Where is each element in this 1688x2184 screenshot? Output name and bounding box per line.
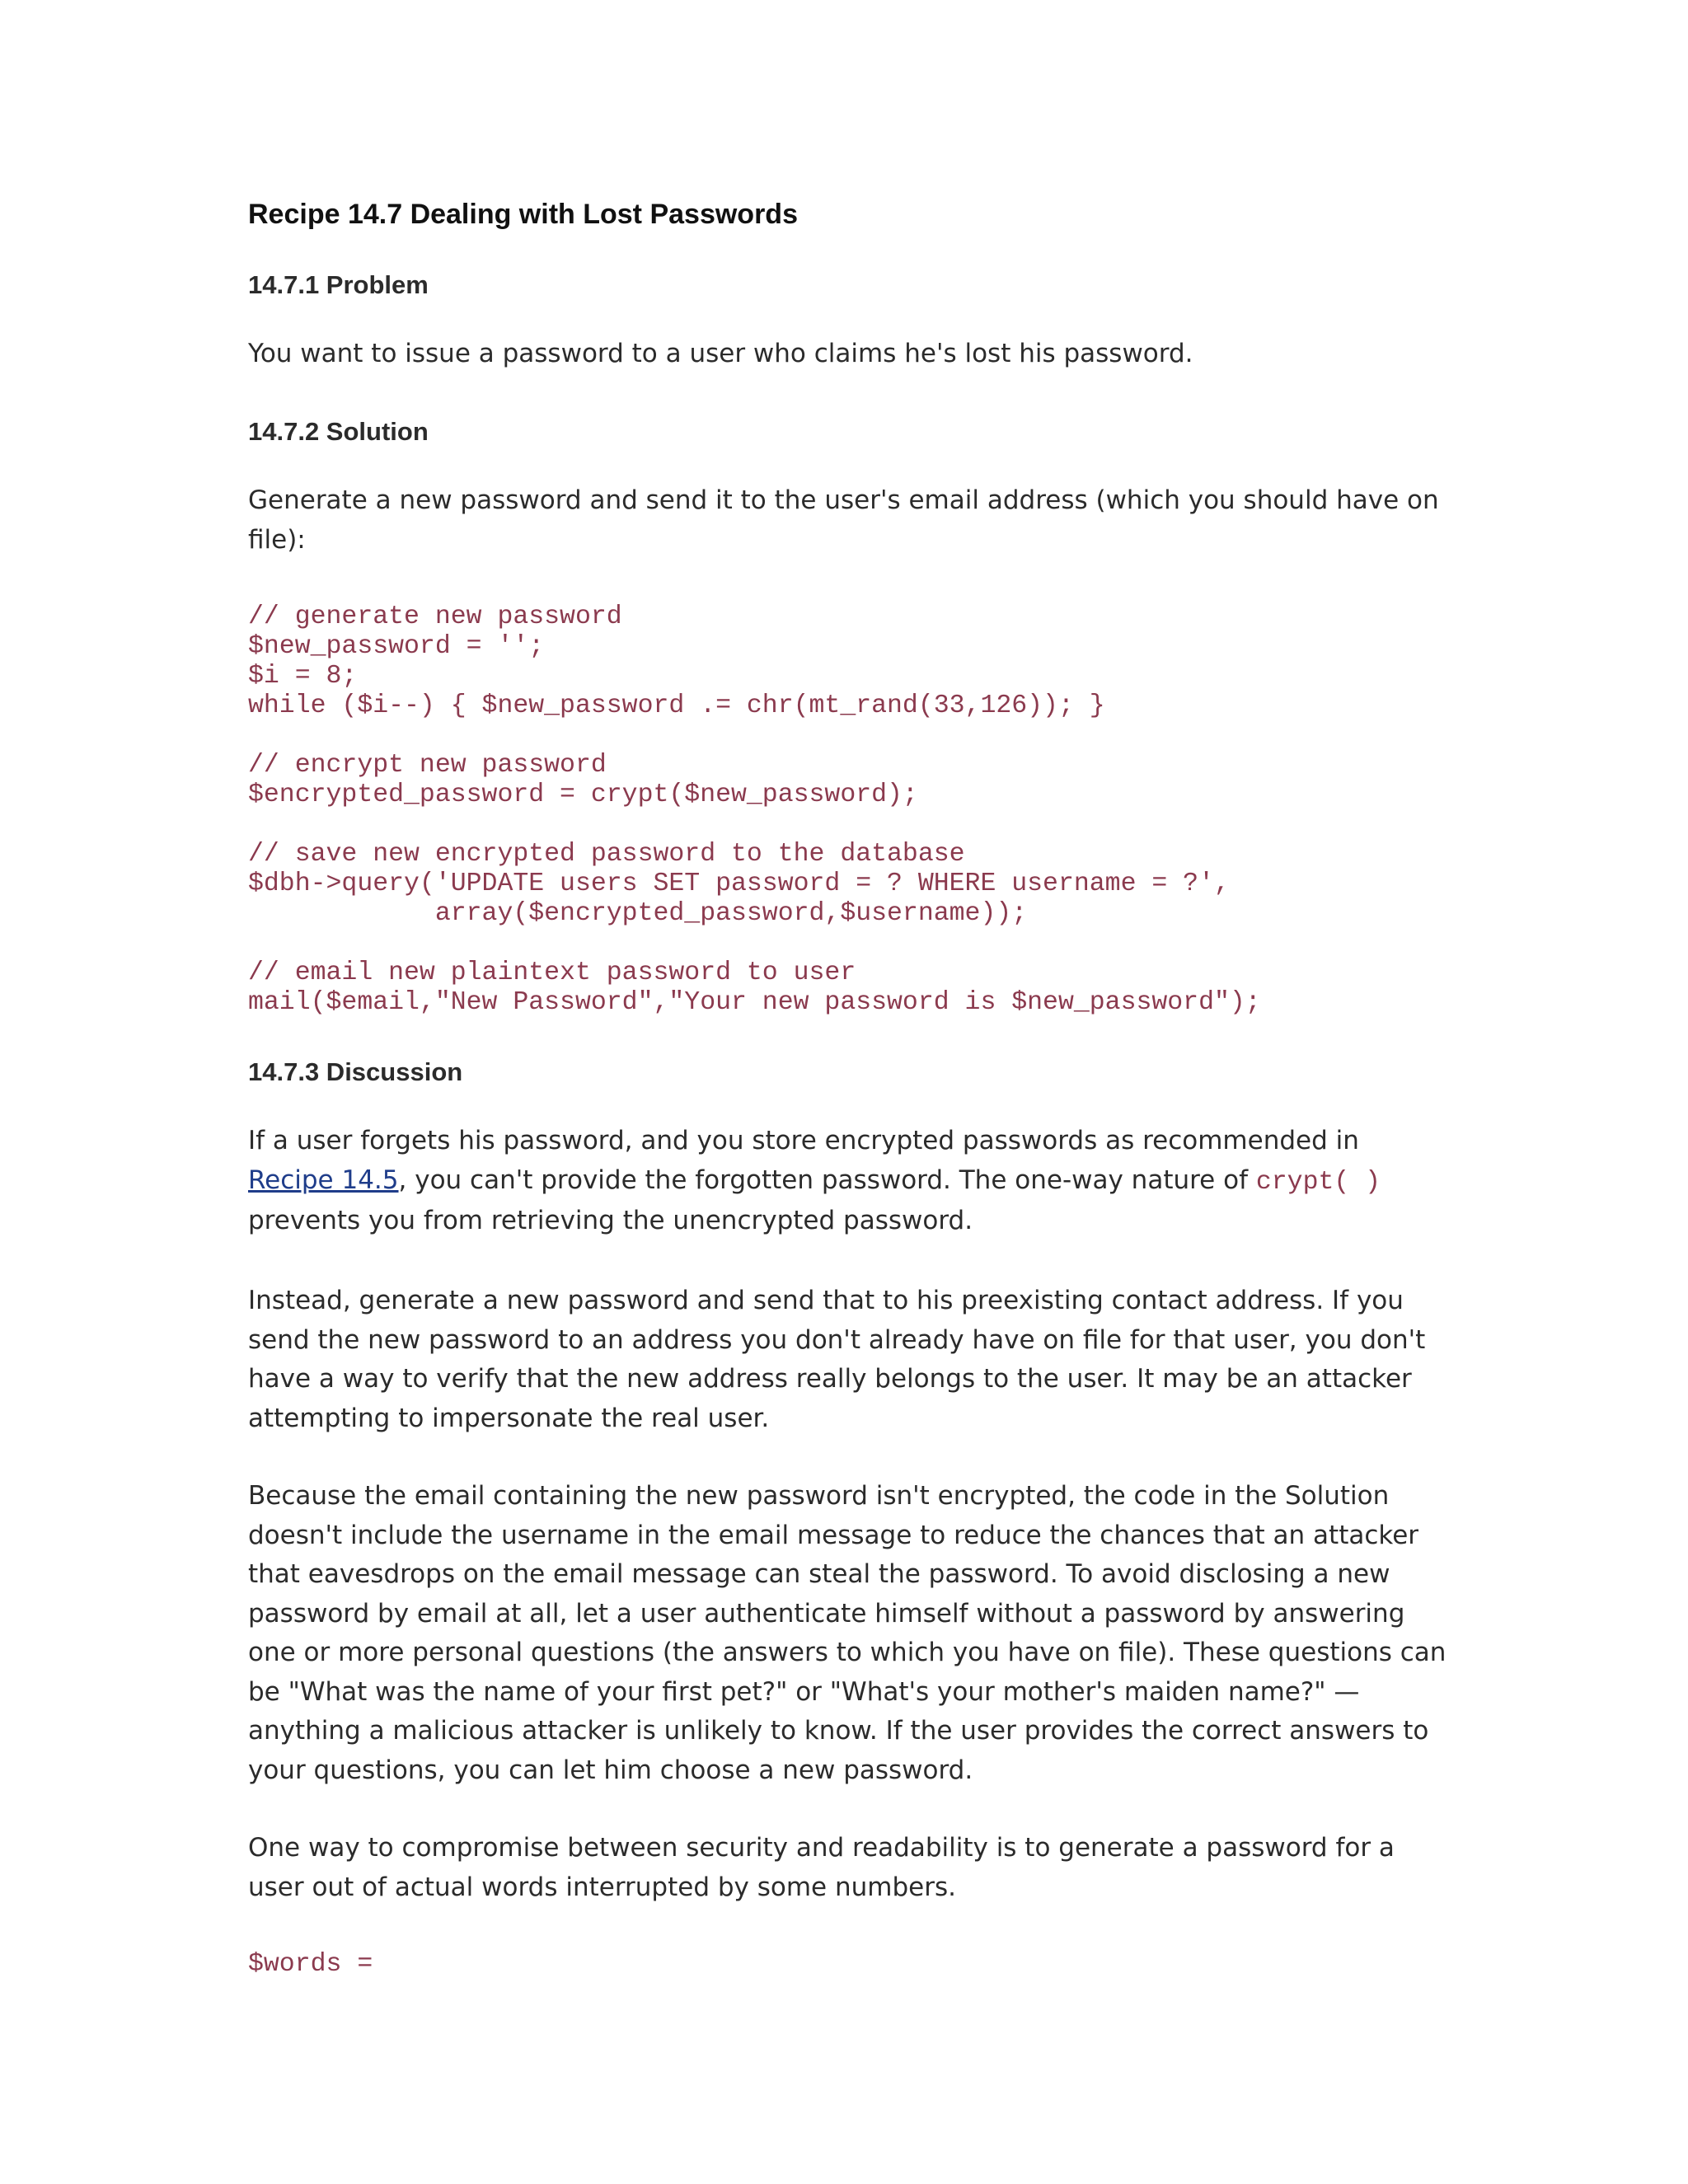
recipe-title: Recipe 14.7 Dealing with Lost Passwords <box>248 199 798 230</box>
discussion-p1-text-mid: , you can't provide the forgotten password. The one-way nature of <box>398 1165 1256 1195</box>
solution-heading: 14.7.2 Solution <box>248 417 429 446</box>
words-code-start: $words = <box>248 1950 373 1979</box>
discussion-p1-text: If a user forgets his password, and you store encrypted passwords as recommended in <box>248 1126 1359 1155</box>
discussion-paragraph-2: Instead, generate a new password and send that to his preexisting contact address. If you send the new password to an address you don't already have on file for that user, you don't have a way to verify that the new address really belongs to the user. It may be an attacker attempting to impersonate the real user. <box>248 1286 1426 1433</box>
problem-text: You want to issue a password to a user who claims he's lost his password. <box>248 339 1193 368</box>
recipe-14-5-link[interactable]: Recipe 14.5 <box>248 1165 399 1195</box>
discussion-heading: 14.7.3 Discussion <box>248 1057 463 1086</box>
solution-text: Generate a new password and send it to the user's email address (which you should have on file): <box>248 485 1439 555</box>
crypt-inline-code: crypt( ) <box>1255 1167 1381 1197</box>
discussion-paragraph-3: Because the email containing the new password isn't encrypted, the code in the Solution doesn't include the username in the email message to reduce the chances that an attacker that eavesdrops on the email message can steal the password. To avoid disclosing a new password by email at all, let a user authenticate himself without a password by answering one or more personal questions (the answers to which you have on file). These questions can be "What was the name of your first pet?" or "What's your mother's maiden name?" — anything a malicious attacker is unlikely to know. If the user provides the correct answers to your questions, you can let him choose a new password. <box>248 1481 1447 1785</box>
discussion-paragraph-4: One way to compromise between security and readability is to generate a password for a user out of actual words interrupted by some numbers. <box>248 1833 1395 1902</box>
problem-heading: 14.7.1 Problem <box>248 270 429 299</box>
solution-code-block: // generate new password $new_password = ''; $i = 8; while ($i--) { $new_password .= chr(mt_rand(33,126)); } // encrypt new password $encrypted_password = crypt($new_password); // save new encrypted password to the database $dbh->query('UPDATE users SET password = ? WHERE username = ?', array($encrypted_password,$username)); // email new plaintext password to user mail($email,"New Password","Your new password is $new_password"); <box>248 602 1261 1017</box>
discussion-p1-text-end: prevents you from retrieving the unencrypted password. <box>248 1206 973 1235</box>
discussion-paragraph-1 <box>248 1122 1451 1241</box>
